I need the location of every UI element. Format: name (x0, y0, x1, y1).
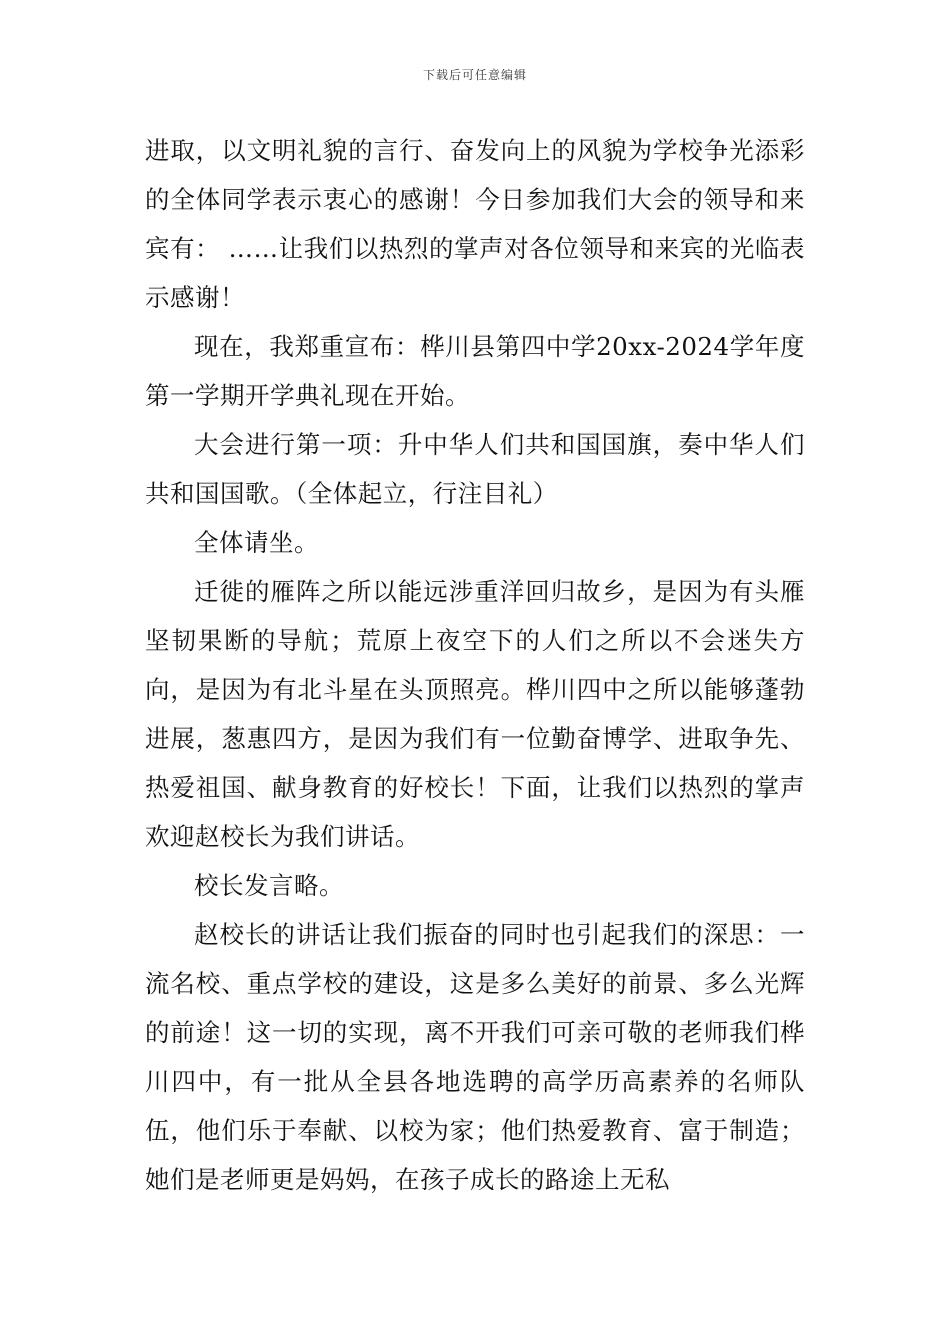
document-body (145, 126, 805, 1204)
paragraph-2: 现在，我郑重宣布：桦川县第四中学20xx-2024学年度第一学期开学典礼现在开始。 (145, 332, 805, 410)
paragraph-4: 全体请坐。 (194, 528, 319, 557)
paragraph-1: 进取，以文明礼貌的言行、奋发向上的风貌为学校争光添彩的全体同学表示衷心的感谢！今日参加我们大会的领导和来宾有： ……让我们以热烈的掌声对各位领导和来宾的光临表示感谢！ (145, 136, 805, 312)
header-note: 下载后可任意编辑 (422, 68, 527, 82)
paragraph-6: 校长发言略。 (194, 871, 344, 900)
paragraph-7: 赵校长的讲话让我们振奋的同时也引起我们的深思：一流名校、重点学校的建设，这是多么美好的前景、多么光辉的前途！这一切的实现，离不开我们可亲可敬的老师我们桦川四中，有一批从全县各地选聘的高学历高素养的名师队伍，他们乐于奉献、以校为家；他们热爱教育、富于制造；她们是老师更是妈妈，在孩子成长的路途上无私 (145, 920, 805, 1194)
paragraph-5: 迁徙的雁阵之所以能远涉重洋回归故乡，是因为有头雁坚韧果断的导航；荒原上夜空下的人们之所以不会迷失方向，是因为有北斗星在头顶照亮。桦川四中之所以能够蓬勃进展，葱惠四方，是因为我们有一位勤奋博学、进取争先、热爱祖国、献身教育的好校长！下面，让我们以热烈的掌声欢迎赵校长为我们讲话。 (145, 577, 805, 851)
paragraph-3: 大会进行第一项：升中华人们共和国国旗，奏中华人们共和国国歌。（全体起立，行注目礼） (145, 430, 805, 508)
